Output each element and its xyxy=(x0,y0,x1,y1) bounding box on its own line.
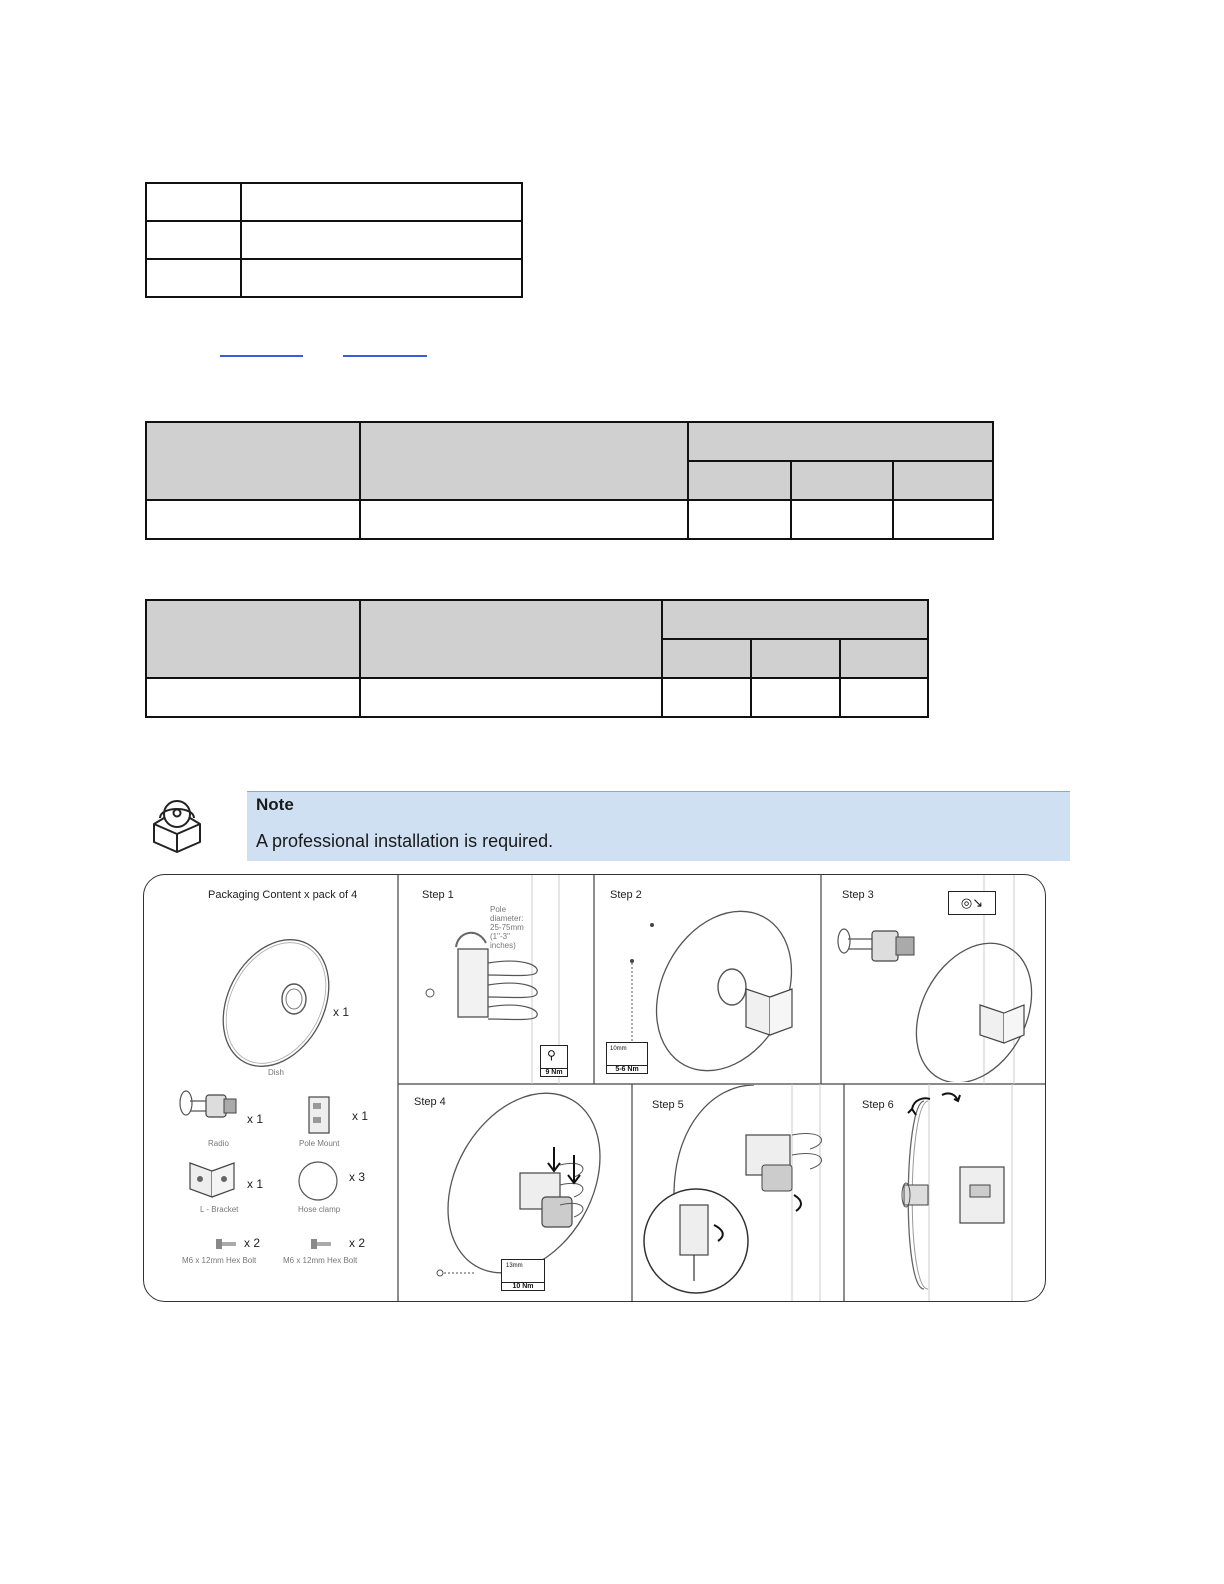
hose-clamp-illustration xyxy=(294,1159,342,1203)
table-row xyxy=(146,259,522,297)
link-underline-2[interactable] xyxy=(343,355,427,357)
radio-caption: Radio xyxy=(208,1139,229,1148)
step-2-label: Step 2 xyxy=(610,889,642,901)
note-title: Note xyxy=(256,795,294,814)
l-bracket-qty: x 1 xyxy=(247,1177,264,1191)
hose-clamp-caption: Hose clamp xyxy=(298,1205,341,1214)
table-row xyxy=(146,500,993,539)
pole-mount-qty: x 1 xyxy=(352,1109,369,1123)
table-row xyxy=(146,221,522,259)
hose-clamp-qty: x 3 xyxy=(349,1170,366,1184)
table-header-row xyxy=(146,600,928,639)
step-2-torque-box xyxy=(606,1042,648,1074)
step-4-wrench: 13mm xyxy=(506,1263,523,1269)
step-3-illustration xyxy=(834,917,1044,1082)
hex-bolt-icon xyxy=(214,1237,238,1251)
hex-bolt-icon xyxy=(309,1237,333,1251)
hex-bolt-qty-2: x 2 xyxy=(349,1236,366,1250)
installation-figure xyxy=(143,874,1046,1302)
step-4-torque-box xyxy=(501,1259,545,1291)
table-2 xyxy=(145,599,929,718)
step-6-illustration xyxy=(864,1089,1044,1299)
step-1-torque-box: ⚲ 9 Nm xyxy=(540,1045,568,1077)
pole-mount-caption: Pole Mount xyxy=(299,1139,340,1148)
step-2-torque: 5-6 Nm xyxy=(607,1065,647,1073)
hex-bolt-caption-2: M6 x 12mm Hex Bolt xyxy=(283,1256,358,1265)
l-bracket-illustration xyxy=(184,1157,240,1201)
step-5-illustration xyxy=(634,1085,842,1299)
step-1-callout: Pole diameter: 25-75mm (1"-3" inches) xyxy=(490,905,524,950)
step-2-wrench: 10mm xyxy=(610,1046,627,1052)
table-1 xyxy=(145,421,994,540)
note-callout xyxy=(247,791,1070,861)
step-5-label: Step 5 xyxy=(652,1099,684,1111)
pole-mount-illustration xyxy=(305,1093,335,1137)
step-3-label: Step 3 xyxy=(842,889,874,901)
step-4-torque: 10 Nm xyxy=(502,1282,544,1290)
hex-bolt-qty-1: x 2 xyxy=(244,1236,261,1250)
link-underline-1[interactable] xyxy=(220,355,303,357)
step-1-torque: 9 Nm xyxy=(541,1068,567,1076)
radio-illustration xyxy=(176,1087,246,1127)
radio-qty: x 1 xyxy=(247,1112,264,1126)
small-table xyxy=(145,182,523,298)
packaging-title: Packaging Content x pack of 4 xyxy=(208,889,358,901)
step-4-label: Step 4 xyxy=(414,1096,446,1108)
note-text: A professional installation is required. xyxy=(256,831,554,851)
step-6-label: Step 6 xyxy=(862,1099,894,1111)
dish-caption: Dish xyxy=(268,1068,285,1077)
step-1-illustration xyxy=(416,923,566,1033)
step-4-illustration xyxy=(424,1087,624,1287)
table-row xyxy=(146,183,522,221)
dish-qty: x 1 xyxy=(333,1005,350,1019)
hex-bolt-caption-1: M6 x 12mm Hex Bolt xyxy=(182,1256,257,1265)
table-row xyxy=(146,678,928,717)
note-icon xyxy=(150,796,204,854)
l-bracket-caption: L - Bracket xyxy=(200,1205,239,1214)
table-header-row xyxy=(146,422,993,461)
step-3-tool-box: ◎↘ xyxy=(948,891,996,915)
dish-illustration xyxy=(218,937,334,1075)
step-1-label: Step 1 xyxy=(422,889,454,901)
